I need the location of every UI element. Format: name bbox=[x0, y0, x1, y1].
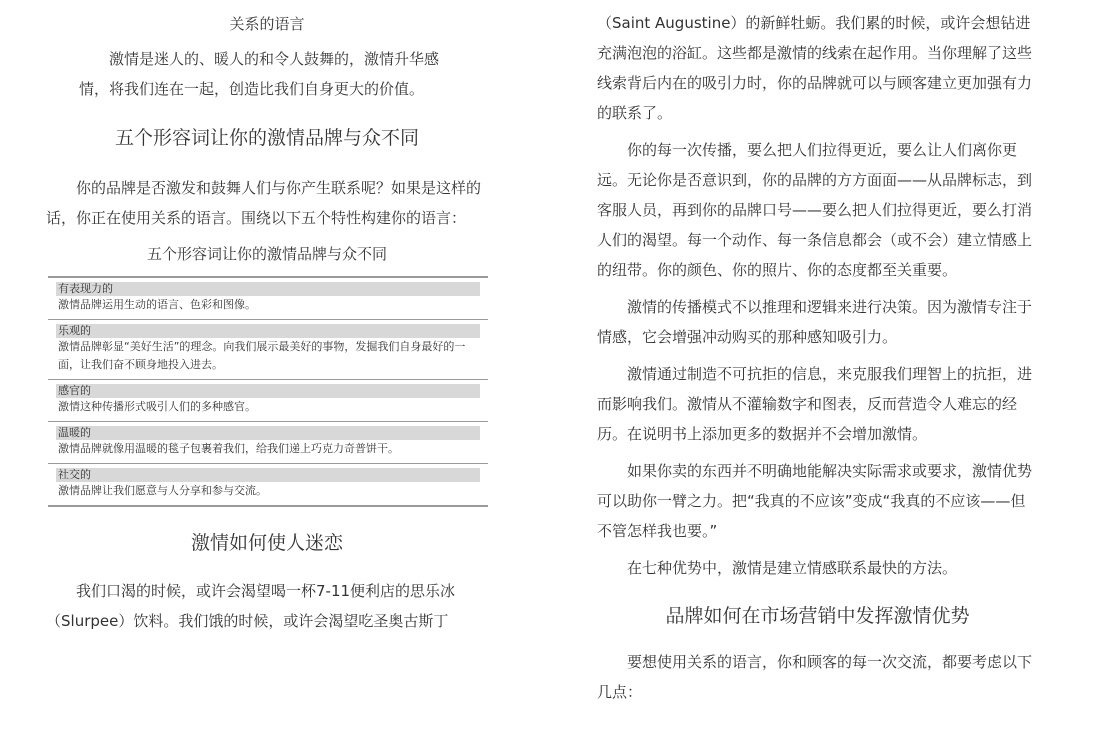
table-row bbox=[48, 380, 488, 422]
quote-title: 关系的语言 bbox=[229, 15, 305, 33]
paragraph-intro: 你的品牌是否激发和鼓舞人们与你产生联系呢？如果是这样的话，你正在使用关系的语言。围绕以下五个特性构建你的语言： bbox=[46, 179, 482, 227]
table-row bbox=[48, 422, 488, 464]
table-title: 五个形容词让你的激情品牌与众不同 bbox=[146, 245, 387, 263]
paragraph-communication: 你的每一次传播，要么把人们拉得更近，要么让人们离你更远。无论你是否意识到，你的品牌的方方面面——从品牌标志，到客服人员，再到你的品牌口号——要么把人们拉得更近，要么打消人们的渴望。每一个动作、每一条信息都会（或不会）建立情感上的纽带。你的颜色、你的照片、你的态度都至关重要。 bbox=[597, 141, 1033, 279]
table-row-name: 感官的 bbox=[56, 384, 480, 398]
table-row bbox=[48, 464, 488, 507]
table-row-desc: 激情品牌就像用温暖的毯子包裹着我们，给我们递上巧克力奇普饼干。 bbox=[58, 442, 399, 455]
paragraph-emotion: 激情的传播模式不以推理和逻辑来进行决策。因为激情专注于情感，它会增强冲动购买的那种感知吸引力。 bbox=[597, 298, 1033, 346]
table-row-name: 有表现力的 bbox=[56, 282, 480, 296]
table-row-name: 社交的 bbox=[56, 468, 480, 482]
right-column bbox=[597, 0, 1038, 707]
table-row bbox=[48, 320, 488, 380]
section-heading-allure: 激情如何使人迷恋 bbox=[190, 532, 343, 554]
table-row-desc: 激情品牌运用生动的语言、色彩和图像。 bbox=[58, 298, 256, 311]
left-column bbox=[46, 0, 488, 636]
section-heading-marketing: 品牌如何在市场营销中发挥激情优势 bbox=[665, 605, 970, 627]
table-row-name: 温暖的 bbox=[56, 426, 480, 440]
table-row-desc: 激情品牌彰显“美好生活”的理念。向我们展示最美好的事物，发掘我们自身最好的一面，让我们奋不顾身地投入进去。 bbox=[58, 340, 466, 371]
section-heading-adjectives: 五个形容词让你的激情品牌与众不同 bbox=[114, 127, 419, 149]
table-row bbox=[48, 278, 488, 320]
paragraph-cravings: 我们口渴的时候，或许会渴望喝一杯7-11便利店的思乐冰（Slurpee）饮料。我们饿的时候，或许会渴望吃圣奥古斯丁 bbox=[46, 582, 456, 630]
paragraph-irresistible: 激情通过制造不可抗拒的信息，来克服我们理智上的抗拒，进而影响我们。激情从不灌输数字和图表，反而营造令人难忘的经历。在说明书上添加更多的数据并不会增加激情。 bbox=[597, 365, 1033, 443]
table-row-desc: 激情品牌让我们愿意与人分享和参与交流。 bbox=[58, 484, 267, 497]
table-row-desc: 激情这种传播形式吸引人们的多种感官。 bbox=[58, 400, 256, 413]
paragraph-advantage: 如果你卖的东西并不明确地能解决实际需求或要求，激情优势可以助你一臂之力。把“我真的不应该”变成“我真的不应该——但不管怎样我也要。” bbox=[597, 462, 1033, 540]
paragraph-continued: （Saint Augustine）的新鲜牡蛎。我们累的时候，或许会想钻进充满泡泡的浴缸。这些都是激情的线索在起作用。当你理解了这些线索背后内在的吸引力时，你的品牌就可以与顾客建立更加强有力的联系了。 bbox=[597, 14, 1033, 122]
paragraph-considerations: 要想使用关系的语言，你和顾客的每一次交流，都要考虑以下几点： bbox=[597, 653, 1033, 701]
table-row-name: 乐观的 bbox=[56, 324, 480, 338]
adjectives-table bbox=[48, 276, 488, 507]
paragraph-fastest: 在七种优势中，激情是建立情感联系最快的方法。 bbox=[627, 559, 958, 577]
quote-text: 激情是迷人的、暖人的和令人鼓舞的，激情升华感情，将我们连在一起，创造比我们自身更大的价值。 bbox=[79, 50, 440, 98]
